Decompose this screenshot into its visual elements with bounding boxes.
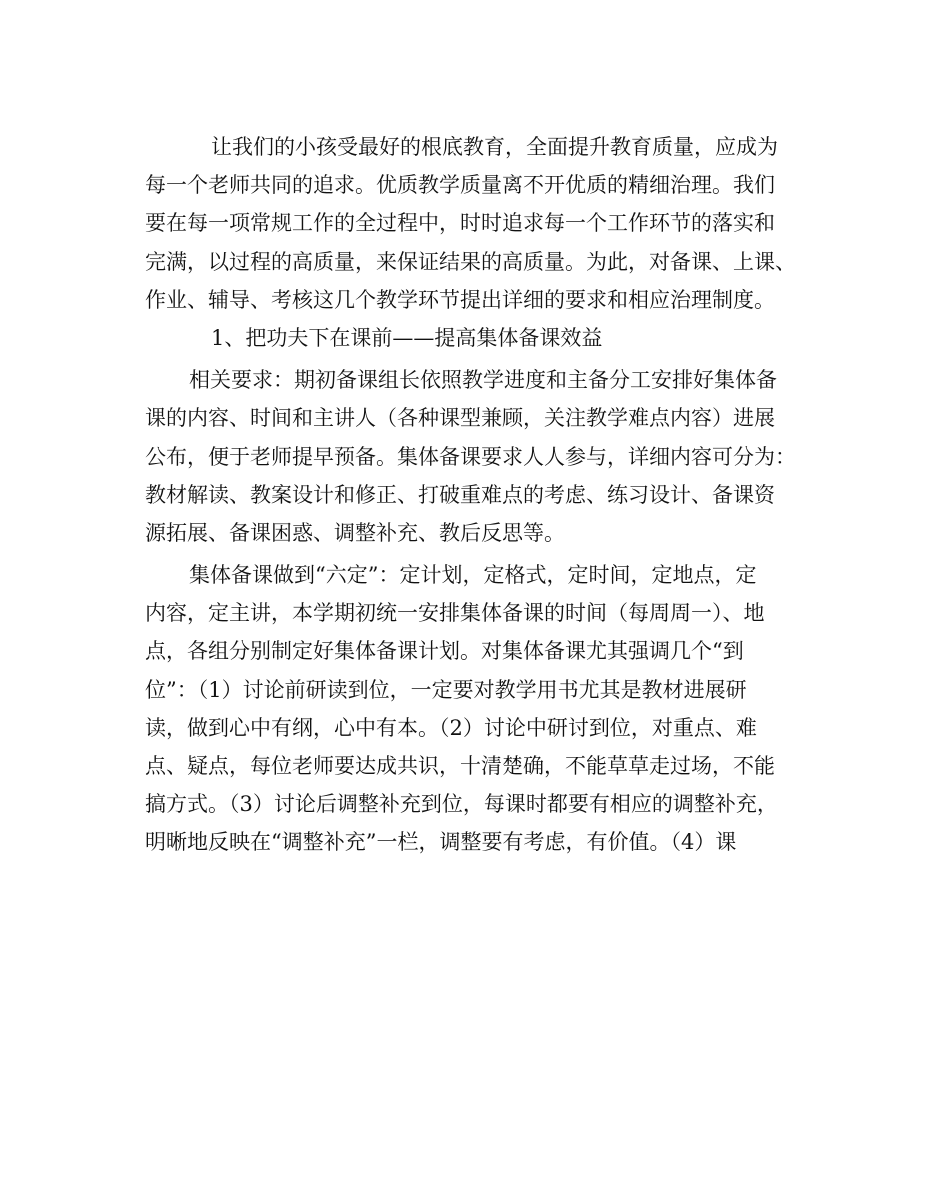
document-body xyxy=(145,128,805,862)
text-line: 内容，定主讲，本学期初统一安排集体备课的时间（每周周一）、地 xyxy=(145,601,765,626)
text-line: 点，各组分别制定好集体备课计划。对集体备课尤其强调几个“到 xyxy=(145,639,744,664)
text-line: 相关要求：期初备课组长依照教学进度和主备分工安排好集体备 xyxy=(189,368,777,393)
paragraph-intro xyxy=(145,128,805,319)
text-line: 搞方式。（3）讨论后调整补充到位，每课时都要有相应的调整补充， xyxy=(145,792,778,817)
text-line: 源拓展、备课困惑、调整补充、教后反思等。 xyxy=(145,520,565,545)
text-line: 公布，便于老师提早预备。集体备课要求人人参与，详细内容可分为： xyxy=(145,444,796,469)
text-line: 完满，以过程的高质量，来保证结果的高质量。为此，对备课、上课、 xyxy=(145,249,796,274)
text-line: 读，做到心中有纲，心中有本。（2）讨论中研讨到位，对重点、难 xyxy=(145,715,757,740)
text-line: 每一个老师共同的追求。优质教学质量离不开优质的精细治理。我们 xyxy=(145,173,775,198)
text-line: 集体备课做到“六定”：定计划，定格式，定时间，定地点，定 xyxy=(189,563,757,588)
paragraph-requirements xyxy=(145,361,805,552)
text-line: 让我们的小孩受最好的根底教育，全面提升教育质量，应成为 xyxy=(211,135,778,159)
text-line: 作业、辅导、考核这几个教学环节提出详细的要求和相应治理制度。 xyxy=(145,287,775,312)
text-line: 位”：（1）讨论前研读到位，一定要对教学用书尤其是教材进展研 xyxy=(145,677,747,702)
paragraph-six-fixed xyxy=(145,556,805,862)
text-line: 教材解读、教案设计和修正、打破重难点的考虑、练习设计、备课资 xyxy=(145,482,775,507)
text-line: 点、疑点，每位老师要达成共识，十清楚确，不能草草走过场，不能 xyxy=(145,754,775,778)
text-line: 课的内容、时间和主讲人（各种课型兼顾，关注教学难点内容）进展 xyxy=(145,406,775,431)
text-line: 明晰地反映在“调整补充”一栏，调整要有考虑，有价值。（4）课 xyxy=(145,830,737,855)
section-heading xyxy=(145,319,805,357)
text-line: 要在每一项常规工作的全过程中，时时追求每一个工作环节的落实和 xyxy=(145,211,775,236)
heading-text: 1、把功夫下在课前——提高集体备课效益 xyxy=(211,325,603,350)
